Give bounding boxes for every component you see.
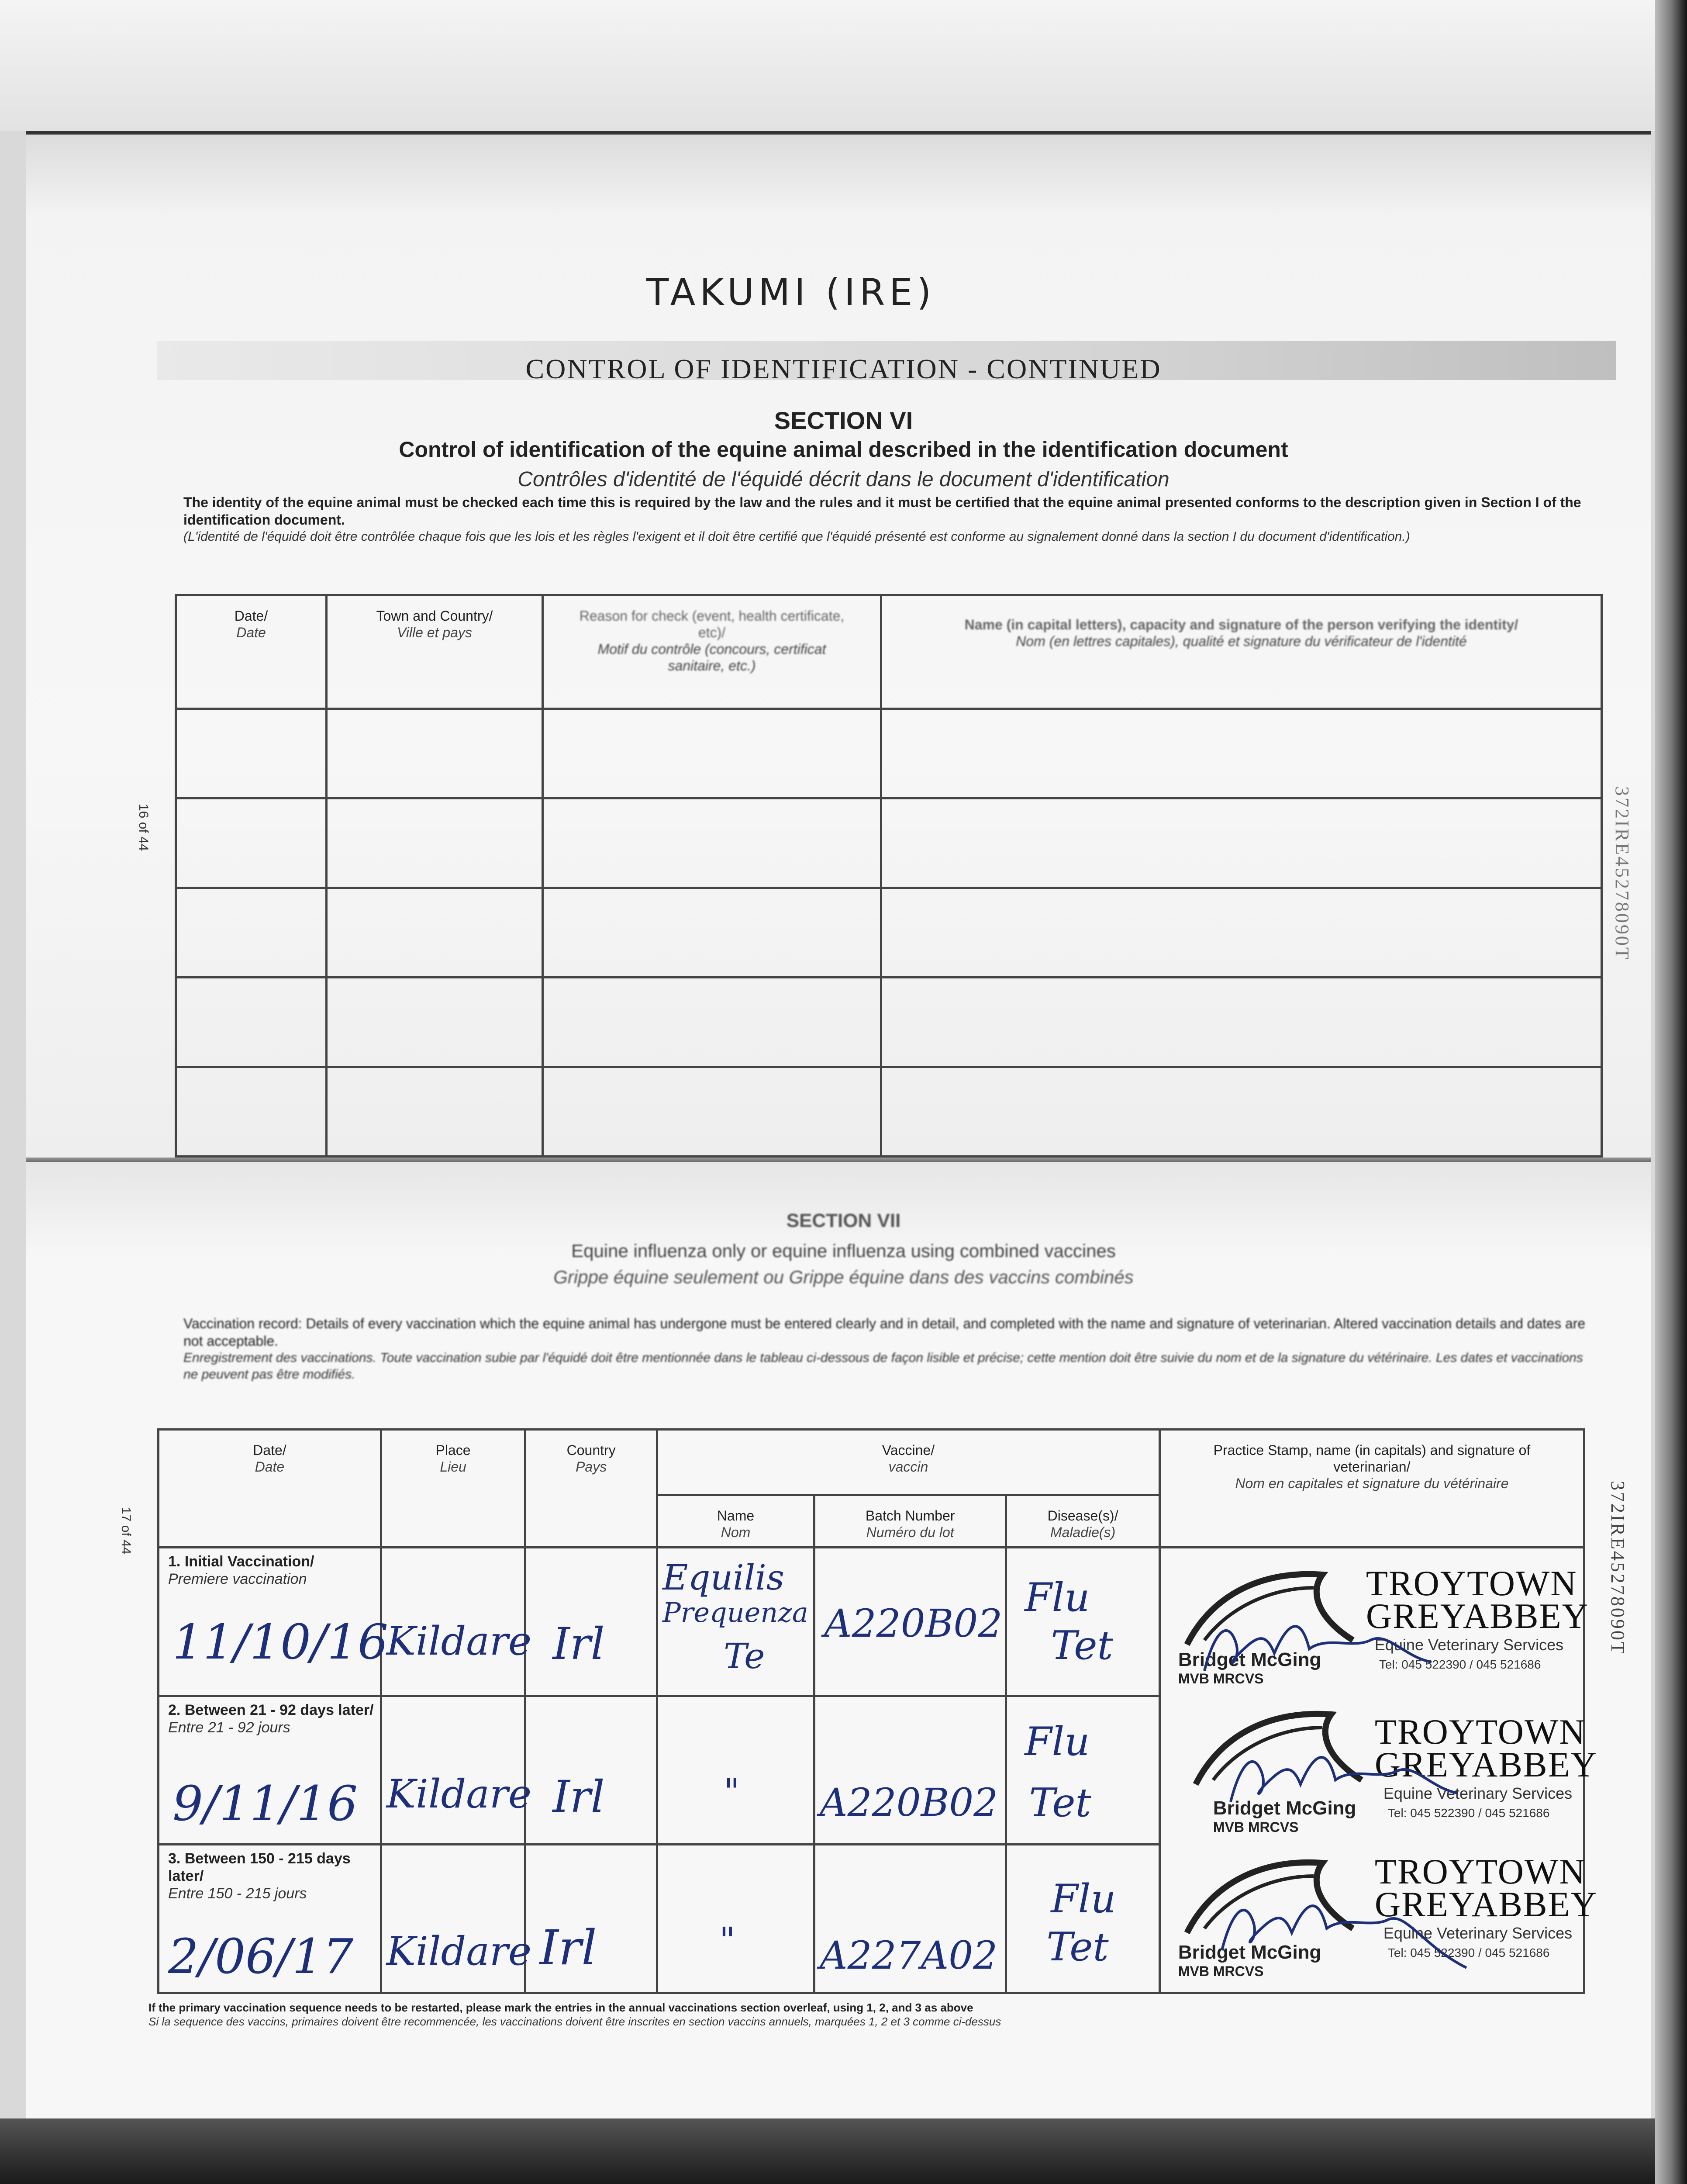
vacc-row3-disease-l2: Tet xyxy=(1046,1924,1109,1970)
footer-en: If the primary vaccination sequence needs to be restarted, please mark the entries in the annual vaccinations section overleaf, using 1, 2, and 3 as above xyxy=(148,2001,973,2014)
vacc-row3-country-cell xyxy=(525,1845,657,1993)
vacc-row2-disease-l1: Flu xyxy=(1025,1719,1090,1765)
id-table-row xyxy=(176,888,1602,978)
id-col-verifier xyxy=(881,595,1602,709)
stamp1-troytown: TROYTOWN xyxy=(1366,1563,1577,1603)
id-cell xyxy=(176,709,327,798)
vacc-row2-batch-cell xyxy=(814,1696,1006,1845)
vacc-header-row-1 xyxy=(159,1430,1584,1495)
vacc-col-country-en: Country xyxy=(566,1442,616,1458)
id-cell xyxy=(881,798,1602,888)
vacc-row2-country: Irl xyxy=(552,1771,605,1822)
vacc-row3-batch: A227A02 xyxy=(820,1933,998,1978)
vacc-row3-place-cell xyxy=(381,1845,532,1993)
vacc-row2-batch: A220B02 xyxy=(820,1780,998,1825)
section-vii-title-en: Equine influenza only or equine influenza using combined vaccines xyxy=(571,1241,1116,1261)
id-col-verifier-fr: Nom (en lettres capitales), qualité et signature du vérificateur de l'identité xyxy=(1016,633,1467,649)
identification-check-table xyxy=(175,594,1603,1158)
stamp3-troytown: TROYTOWN xyxy=(1374,1852,1586,1891)
scan-right-edge xyxy=(1655,0,1687,2184)
stamp2-troytown: TROYTOWN xyxy=(1374,1712,1586,1752)
practice-stamp-1 xyxy=(1161,1548,1589,1697)
vacc-col-date-fr: Date xyxy=(255,1459,285,1475)
id-col-town-en: Town and Country/ xyxy=(376,608,493,624)
vacc-row3-disease-cell xyxy=(1006,1845,1160,1993)
section-vi-heading: SECTION VI xyxy=(774,407,913,434)
id-col-town xyxy=(327,595,543,709)
vacc-row1-batch-cell xyxy=(814,1548,1006,1696)
id-col-verifier-en: Name (in capital letters), capacity and signature of the person verifying the identity/ xyxy=(964,617,1518,632)
vacc-row1-country: Irl xyxy=(552,1618,605,1669)
id-table-row xyxy=(176,978,1602,1067)
vacc-col-stamp-en: Practice Stamp, name (in capitals) and signature of veterinarian/ xyxy=(1213,1442,1531,1475)
vacc-row2-label xyxy=(159,1697,380,1736)
vacc-col-date xyxy=(159,1430,381,1548)
id-cell xyxy=(543,1067,881,1157)
footer-fr: Si la sequence des vaccins, primaires doivent être recommencée, les vaccinations doivent être inscrites en section vaccins annuels, marquées 1, 2 et 3 comme ci-dessus xyxy=(148,2015,1001,2028)
vacc-row2-disease-l2: Tet xyxy=(1029,1780,1091,1826)
vacc-row3-disease-l1: Flu xyxy=(1051,1876,1116,1922)
id-cell xyxy=(327,1067,543,1157)
id-col-date-fr: Date xyxy=(236,625,266,640)
vacc-col-disease-en: Disease(s)/ xyxy=(1047,1508,1118,1524)
id-col-town-fr: Ville et pays xyxy=(397,625,472,640)
section-vi-title-fr: Contrôles d'identité de l'équidé décrit dans le document d'identification xyxy=(517,468,1170,491)
stamp3-vet-quals: MVB MRCVS xyxy=(1178,1963,1264,1979)
lower-page-number: 17 of 44 xyxy=(119,1507,133,1555)
vacc-row1-disease-cell xyxy=(1006,1548,1160,1696)
vacc-row3-label-en: 3. Between 150 - 215 days later/ xyxy=(168,1850,351,1884)
vaccination-footer xyxy=(148,2001,1001,2028)
id-cell xyxy=(881,888,1602,978)
id-col-reason-fr: Motif du contrôle (concours, certificat sanitaire, etc.) xyxy=(597,641,826,674)
section-vii-title-fr: Grippe équine seulement ou Grippe équine dans des vaccins combinés xyxy=(553,1267,1134,1287)
stamp1-greyabbey: GREYABBEY xyxy=(1366,1596,1589,1636)
stamp1-vet-quals: MVB MRCVS xyxy=(1178,1671,1264,1686)
scan-bottom-shadow xyxy=(0,2118,1655,2184)
vacc-row2-place-cell xyxy=(381,1696,532,1845)
vacc-col-vaccine-fr: vaccin xyxy=(888,1459,928,1475)
vacc-row1-place: Kildare xyxy=(386,1618,532,1664)
vacc-row1-name-cell xyxy=(657,1548,814,1696)
vacc-row3-name-l1: " xyxy=(719,1920,735,1960)
vacc-row3-name-cell xyxy=(657,1845,814,1993)
vacc-col-vaccine xyxy=(657,1430,1159,1495)
id-cell xyxy=(881,978,1602,1067)
vacc-col-name-en: Name xyxy=(717,1508,755,1524)
lower-side-code: 372IRE45278090T xyxy=(1607,1481,1628,1655)
vacc-row1-disease-l2: Tet xyxy=(1051,1623,1113,1669)
vacc-col-batch xyxy=(814,1495,1006,1548)
vacc-row1-date-cell xyxy=(159,1548,389,1696)
vacc-row1-name-l1: Equilis xyxy=(662,1557,784,1598)
id-cell xyxy=(327,978,543,1067)
vacc-col-name xyxy=(657,1495,814,1548)
vacc-row2-place: Kildare xyxy=(386,1771,532,1817)
id-table-header-row xyxy=(176,595,1602,709)
stamp2-tel: Tel: 045 522390 / 045 521686 xyxy=(1387,1806,1550,1820)
stamp3-services: Equine Veterinary Services xyxy=(1383,1924,1573,1942)
upper-page-number: 16 of 44 xyxy=(136,804,151,851)
vacc-row2-label-fr: Entre 21 - 92 jours xyxy=(168,1719,290,1736)
vacc-row3-label xyxy=(159,1845,380,1902)
stamp1-tel: Tel: 045 522390 / 045 521686 xyxy=(1379,1658,1541,1671)
stamp3-tel: Tel: 045 522390 / 045 521686 xyxy=(1387,1946,1550,1959)
vacc-row1-label xyxy=(159,1548,380,1588)
section-vi-intro-fr: (L'identité de l'équidé doit être contrôlée chaque fois que les lois et les règles l'exigent et il doit être certifié que l'équidé présenté est conforme au signalement donné dans la section I du document d'identification.) xyxy=(183,529,1410,544)
vacc-col-disease-fr: Maladie(s) xyxy=(1050,1524,1116,1540)
vacc-row3-place: Kildare xyxy=(386,1928,532,1974)
vacc-row3-date-cell xyxy=(159,1845,381,1993)
id-cell xyxy=(543,978,881,1067)
id-cell xyxy=(881,709,1602,798)
signature-1 xyxy=(1187,1583,1449,1688)
vacc-col-date-en: Date/ xyxy=(253,1442,286,1458)
stamp2-services: Equine Veterinary Services xyxy=(1383,1784,1573,1802)
vacc-col-place xyxy=(381,1430,525,1548)
id-col-date-en: Date/ xyxy=(234,608,268,624)
vacc-row2-name-cell xyxy=(657,1696,814,1845)
id-cell xyxy=(543,798,881,888)
section-vii-intro-fr: Enregistrement des vaccinations. Toute vaccination subie par l'équidé doit être mentionnée dans le tableau ci-dessous de façon lisible et précise; cette mention doit être suivie du nom et de la signature du vétérinaire. Les dates et vaccinations ne peuvent pas être modifiés. xyxy=(183,1351,1583,1382)
vacc-row3-label-fr: Entre 150 - 215 jours xyxy=(168,1885,307,1902)
section-vii-intro-en: Vaccination record: Details of every vaccination which the equine animal has undergone must be entered clearly and in detail, and completed with the name and signature of veterinarian. Altered vaccination details and dates are not acceptable. xyxy=(183,1316,1586,1349)
vacc-stamp-cell xyxy=(1159,1548,1597,1993)
vacc-row3-batch-cell xyxy=(814,1845,1006,1993)
section-vii-intro xyxy=(183,1315,1590,1383)
id-table-row xyxy=(176,709,1602,798)
id-col-reason xyxy=(543,595,881,709)
id-cell xyxy=(327,709,543,798)
id-cell xyxy=(176,888,327,978)
vaccination-table xyxy=(157,1428,1597,1994)
vacc-col-country xyxy=(525,1430,657,1548)
id-cell xyxy=(543,888,881,978)
vacc-col-batch-fr: Numéro du lot xyxy=(866,1524,954,1540)
stamp1-vet-name: Bridget McGing xyxy=(1178,1649,1321,1670)
vacc-col-stamp xyxy=(1159,1430,1584,1548)
id-col-date xyxy=(176,595,327,709)
vacc-row1-disease-l1: Flu xyxy=(1025,1575,1090,1621)
practice-stamp-2 xyxy=(1161,1697,1597,1845)
control-identification-banner: CONTROL OF IDENTIFICATION - CONTINUED xyxy=(525,353,1162,384)
id-cell xyxy=(327,888,543,978)
vacc-row3-country: Irl xyxy=(539,1920,597,1976)
id-table-row xyxy=(176,798,1602,888)
vacc-row2-date: 9/11/16 xyxy=(172,1776,358,1832)
signature-2 xyxy=(1213,1714,1475,1819)
vacc-row1-batch: A220B02 xyxy=(824,1601,1003,1646)
vacc-row1-date: 11/10/16 xyxy=(172,1614,389,1670)
vacc-row2-date-cell xyxy=(159,1696,381,1845)
stamp3-greyabbey: GREYABBEY xyxy=(1374,1884,1597,1924)
vacc-col-name-fr: Nom xyxy=(721,1524,751,1540)
stamp3-vet-name: Bridget McGing xyxy=(1178,1942,1321,1963)
vacc-col-place-en: Place xyxy=(435,1442,471,1458)
vacc-row3-date: 2/06/17 xyxy=(168,1928,354,1984)
vacc-row2-disease-cell xyxy=(1006,1696,1160,1845)
id-cell xyxy=(176,1067,327,1157)
id-cell xyxy=(327,798,543,888)
section-vi-intro-en: The identity of the equine animal must be checked each time this is required by the law and the rules and it must be certified that the equine animal presented conforms to the description given in Section I of the identification document. xyxy=(183,494,1581,528)
section-vii-heading: SECTION VII xyxy=(786,1210,901,1231)
handwritten-horse-name: TAKUMI (IRE) xyxy=(646,271,936,314)
vacc-col-batch-en: Batch Number xyxy=(865,1508,955,1524)
id-table-row xyxy=(176,1067,1602,1157)
vacc-col-place-fr: Lieu xyxy=(440,1459,466,1475)
id-col-reason-en: Reason for check (event, health certificate, etc)/ xyxy=(579,608,845,640)
vacc-row-1 xyxy=(159,1548,1584,1696)
vacc-row1-place-cell xyxy=(381,1548,532,1696)
vacc-row1-name-l3: Te xyxy=(723,1636,765,1676)
scan-top-shadow xyxy=(0,0,1655,131)
practice-stamp-3 xyxy=(1161,1845,1597,1994)
vacc-col-country-fr: Pays xyxy=(576,1459,607,1475)
vacc-row1-label-en: 1. Initial Vaccination/ xyxy=(168,1553,314,1570)
id-cell xyxy=(176,798,327,888)
vacc-col-disease xyxy=(1006,1495,1160,1548)
vacc-col-stamp-fr: Nom en capitales et signature du vétérinaire xyxy=(1235,1476,1509,1491)
vacc-col-vaccine-en: Vaccine/ xyxy=(882,1442,935,1458)
id-cell xyxy=(543,709,881,798)
vacc-row1-country-cell xyxy=(525,1548,657,1696)
signature-3 xyxy=(1204,1863,1484,1977)
id-cell xyxy=(881,1067,1602,1157)
vacc-row2-label-en: 2. Between 21 - 92 days later/ xyxy=(168,1702,374,1718)
stamp2-greyabbey: GREYABBEY xyxy=(1374,1745,1597,1784)
vacc-row1-label-fr: Premiere vaccination xyxy=(168,1571,307,1587)
section-vi-intro xyxy=(183,494,1590,545)
stamp2-vet-name: Bridget McGing xyxy=(1213,1797,1356,1819)
section-vi-title-en: Control of identification of the equine animal described in the identification document xyxy=(399,437,1288,462)
vacc-row2-name-l1: " xyxy=(723,1771,740,1812)
stamp1-services: Equine Veterinary Services xyxy=(1374,1636,1564,1654)
upper-side-code: 372IRE45278090T xyxy=(1611,786,1633,961)
id-cell xyxy=(176,978,327,1067)
vacc-row1-name-l2: Prequenza xyxy=(662,1597,808,1628)
vacc-row2-country-cell xyxy=(525,1696,657,1845)
stamp2-vet-quals: MVB MRCVS xyxy=(1213,1819,1299,1835)
